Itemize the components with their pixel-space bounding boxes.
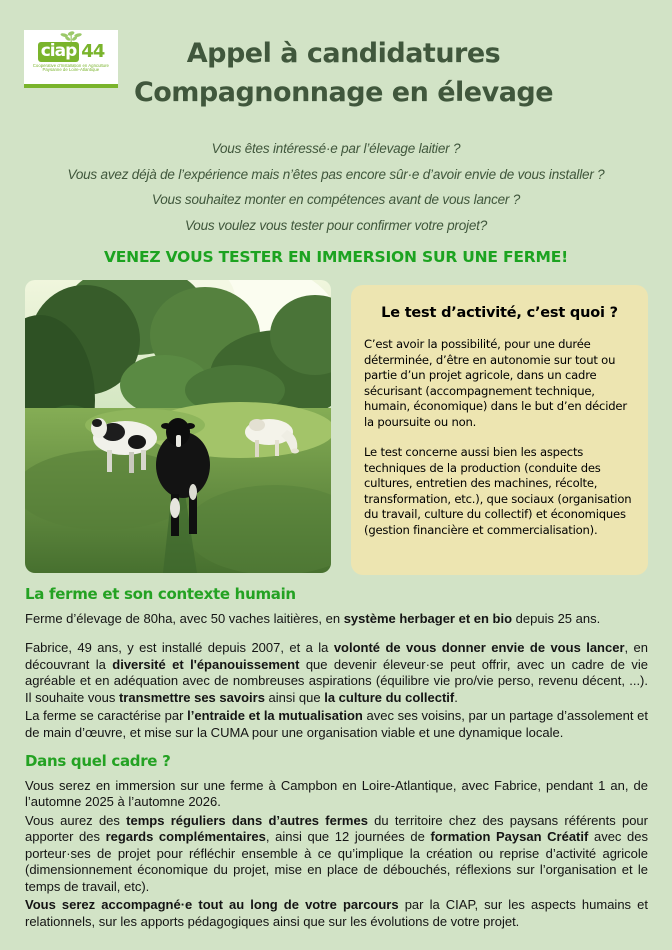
cta-banner: VENEZ VOUS TESTER EN IMMERSION SUR UNE FERME!: [103, 248, 569, 266]
intro-questions: [0, 136, 672, 238]
test-box-paragraph-1: C’est avoir la possibilité, pour une durée déterminée, d’être en autonomie sur tout ou partie d’un projet agricole, dans un cadre sécurisant (accompagnement technique, humain, économique) dans le but d’en décider la poursuite ou non.: [364, 337, 627, 429]
test-activity-box: [351, 285, 648, 575]
logo-brand-text: ciap: [38, 42, 80, 62]
cadre-paragraph-2: Vous aurez des temps réguliers dans d’autres fermes du territoire chez des paysans référents pour apporter des regards complémentaires, ainsi que 12 journées de formation Paysan Créatif avec des porteur·ses de projet pour réfléchir ensemble à ce qu’implique la création ou reprise d’activité agricole (dimensionnement économique du projet, mise en place de débouchés, réflexions sur l’organisation et le temps de travail, etc).: [25, 812, 649, 894]
page-title-line2: Compagnonnage en élevage: [133, 77, 554, 108]
cadre-paragraph-3: Vous serez accompagné·e tout au long de votre parcours par la CIAP, sur les aspects humains et relationnels, sur les apports pédagogiques ainsi que sur les évolutions de votre projet.: [25, 897, 648, 929]
cadre-paragraph-1: Vous serez en immersion sur une ferme à Campbon en Loire-Atlantique, avec Fabrice, pendant 1 an, de l’automne 2025 à l’automne 2026.: [25, 777, 648, 809]
intro-question-4: Vous voulez vous tester pour confirmer votre projet?: [185, 217, 487, 233]
farm-paragraph-3: La ferme se caractérise par l’entraide et la mutualisation avec ses voisins, par un partage d’assolement et de main d’œuvre, et mise sur la CUMA pour une organisation viable et une dynamique locale.: [25, 708, 648, 740]
logo-tagline: Coopérative d’Installation en Agriculture Paysanne de Loire-Atlantique: [32, 64, 110, 73]
section-heading-cadre: Dans quel cadre ?: [25, 752, 171, 770]
main-content: [25, 586, 648, 932]
test-box-title: Le test d’activité, c’est quoi ?: [381, 305, 618, 321]
page-title-line1: Appel à candidatures: [186, 38, 501, 69]
section-heading-farm: La ferme et son contexte humain: [25, 585, 296, 603]
intro-question-3: Vous souhaitez monter en compétences avant de vous lancer ?: [151, 192, 521, 207]
farm-paragraph-1: Ferme d’élevage de 80ha, avec 50 vaches laitières, en système herbager et en bio depuis 25 ans.: [25, 610, 601, 626]
farm-photo: [25, 280, 331, 573]
intro-question-1: Vous êtes intéressé·e par l’élevage laitier ?: [211, 141, 461, 156]
logo-number-text: 44: [81, 41, 105, 62]
test-box-paragraph-2: Le test concerne aussi bien les aspects techniques de la production (conduite des cultures, entretien des machines, récolte, transformation, etc.), que sociaux (organisation du travail, culture du collectif) et économiques (gestion financière et commercialisation).: [364, 445, 632, 537]
cows-pasture-illustration: [25, 280, 331, 573]
intro-question-2: Vous avez déjà de l’expérience mais n’êtes pas encore sûr·e d’avoir envie de vous installer ?: [67, 166, 605, 182]
page-title: [70, 34, 617, 112]
farm-paragraph-2: Fabrice, 49 ans, y est installé depuis 2007, et a la volonté de vous donner envie de vous lancer, en découvrant la diversité et l'épanouissement que devenir éleveur·se peut offrir, avec un cadre de vie agréable et en adéquation avec de nombreuses aspirations (équilibre vie pro/vie perso, revenu décent, ...). Il souhaite vous transmettre ses savoirs ainsi que la culture du collectif.: [25, 640, 648, 705]
